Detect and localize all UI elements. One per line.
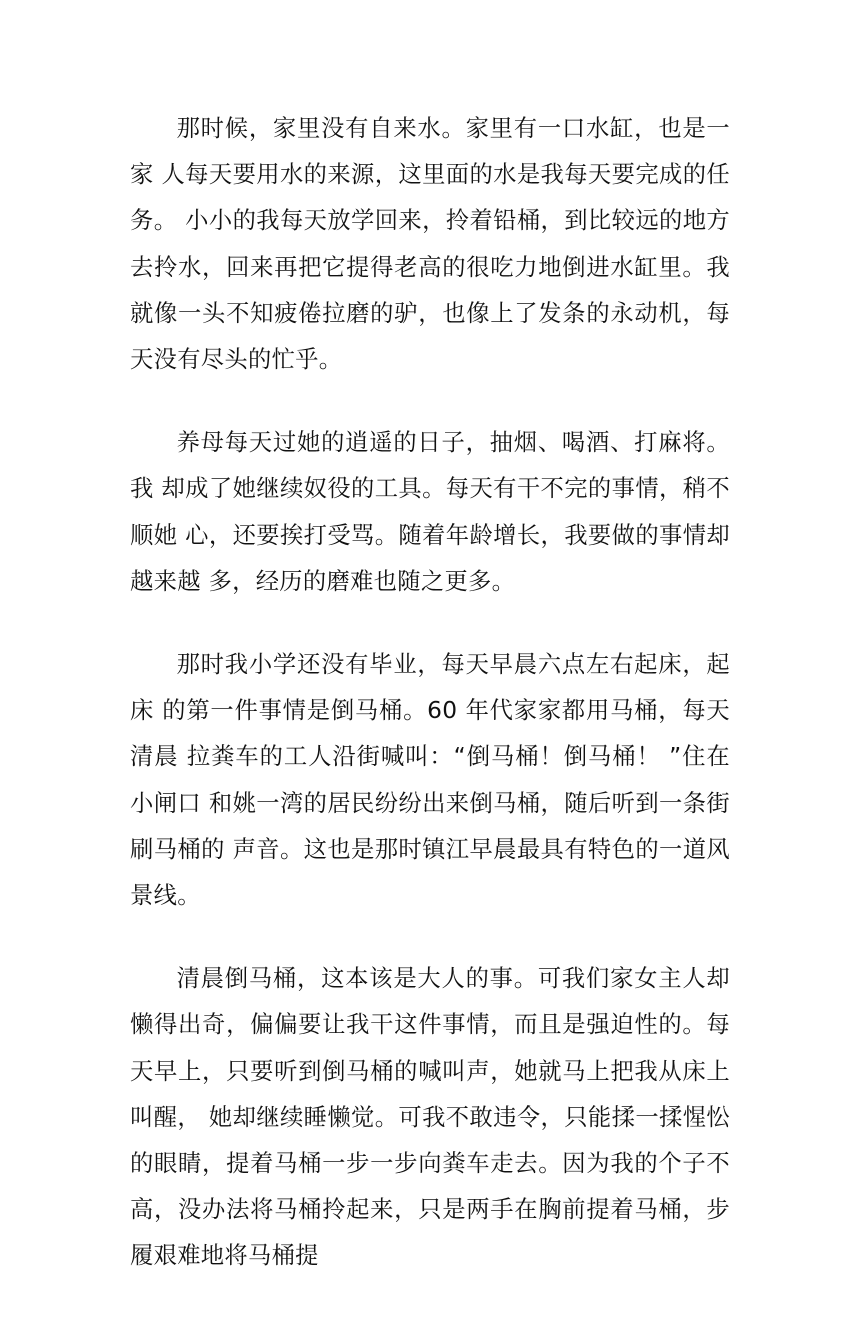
paragraph-morning-duty: 清晨倒马桶，这本该是大人的事。可我们家女主人却懒得出奇，偏偏要让我干这件事情，而且是强迫性的。每天早上，只要听到倒马桶的喊叫声，她就马上把我从床上叫醒， 她却继续睡懒觉。可我不敢违令，只能揉一揉惺忪的眼睛，提着马桶一步一步向粪车走去。因为我的个子不高，没办法将马桶拎起来，只是两手在胸前提着马桶，步履艰难地将马桶提 bbox=[130, 965, 730, 1270]
paragraph-chamber-pot: 那时我小学还没有毕业，每天早晨六点左右起床，起床 的第一件事情是倒马桶。60 年代家家都用马桶，每天清晨 拉粪车的工人沿街喊叫：“倒马桶！倒马桶！ ”住在小闸口 和姚一湾的居民纷纷出来倒马桶，随后听到一条街刷马桶的 声音。这也是那时镇江早晨最具有特色的一道风景线。 bbox=[130, 651, 730, 910]
paragraph-adoptive-mother: 养母每天过她的逍遥的日子，抽烟、喝酒、打麻将。我 却成了她继续奴役的工具。每天有干不完的事情，稍不顺她 心，还要挨打受骂。随着年龄增长，我要做的事情却越来越 多，经历的磨难也随之更多。 bbox=[130, 429, 730, 595]
document-page bbox=[130, 106, 730, 1317]
paragraph-water-chore: 那时候，家里没有自来水。家里有一口水缸，也是一家 人每天要用水的来源，这里面的水是我每天要完成的任务。 小小的我每天放学回来，拎着铅桶，到比较远的地方去拎水，回来再把它提得老高的很吃力地倒进水缸里。我就像一头不知疲倦拉磨的驴，也像上了发条的永动机，每天没有尽头的忙乎。 bbox=[130, 115, 730, 374]
